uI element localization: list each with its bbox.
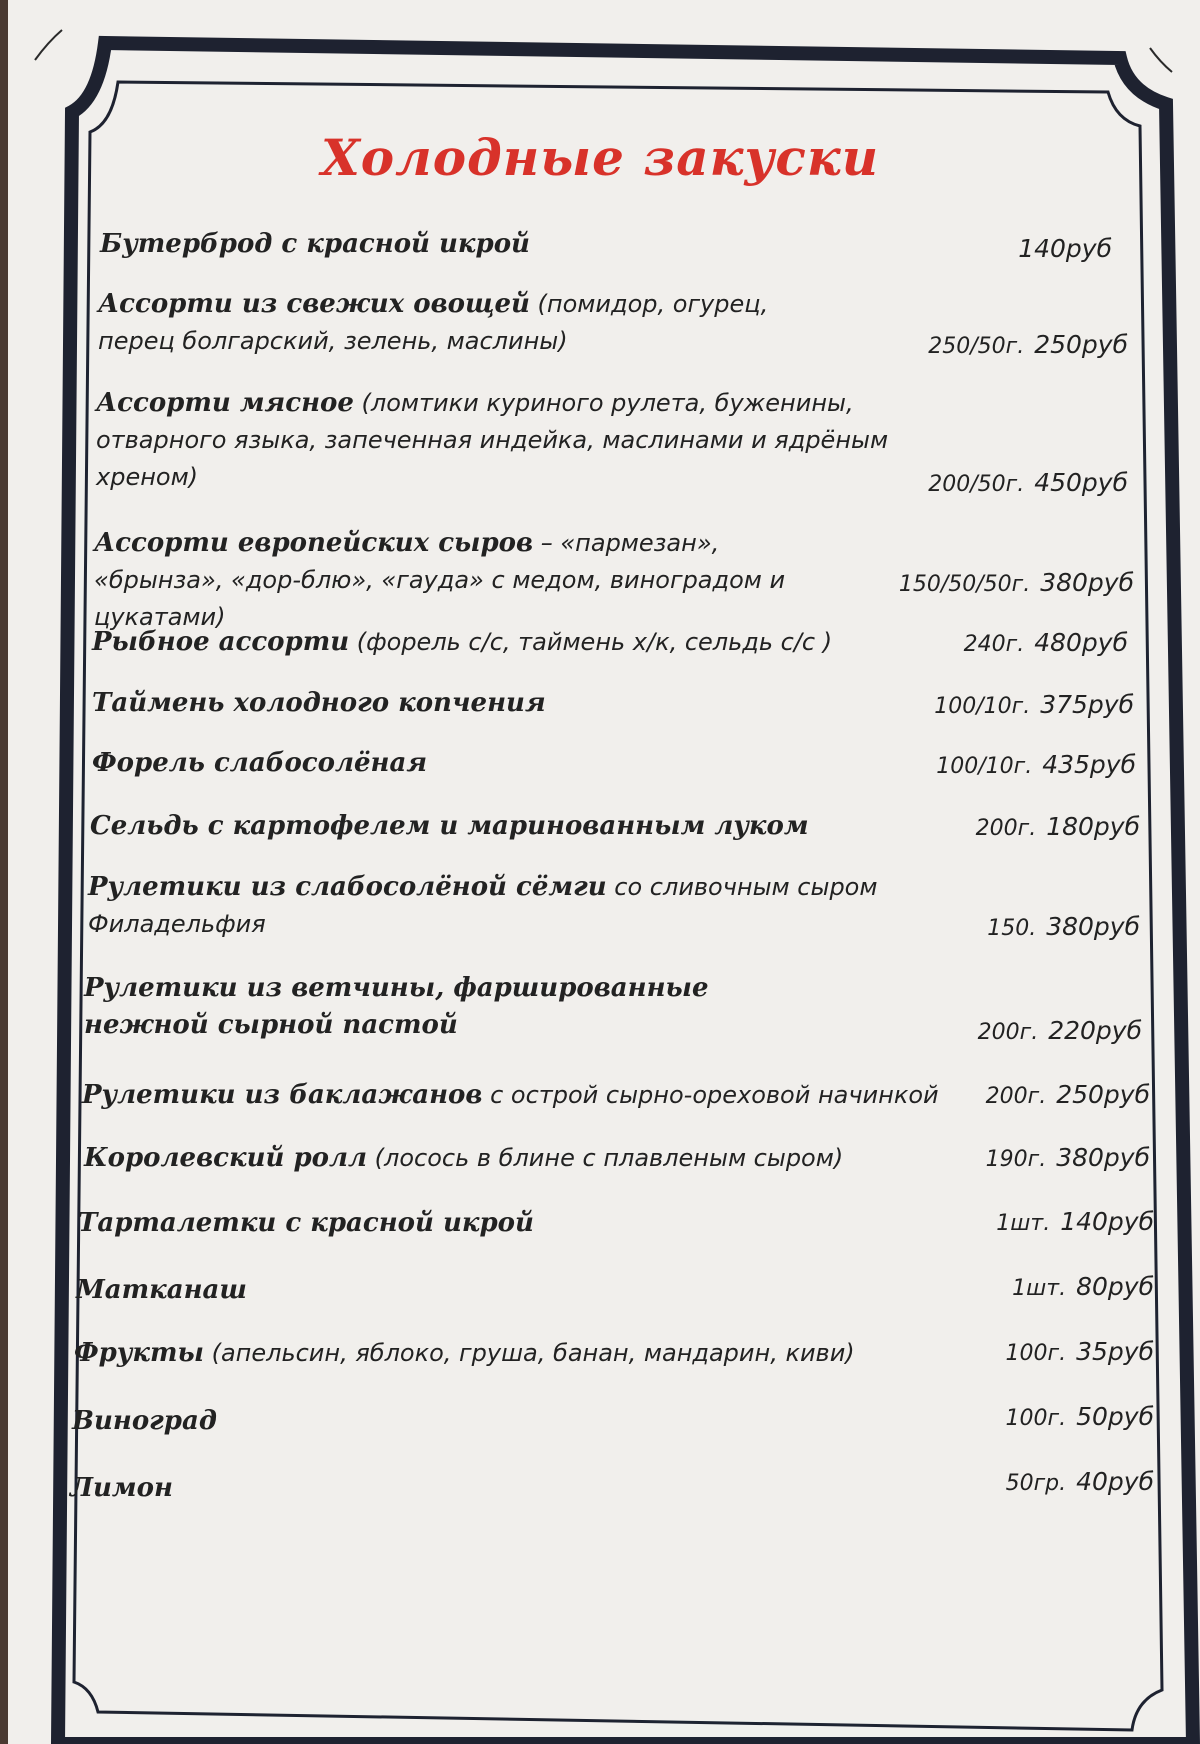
menu-item: Рулетики из ветчины, фаршированные нежной сырной пастой [84, 973, 709, 1040]
menu-item: Виноград [72, 1406, 217, 1436]
menu-item-price: 190г. 380руб [985, 1143, 1150, 1172]
menu-item: Матканаш [76, 1275, 247, 1305]
menu-item: Тарталетки с красной икрой [78, 1208, 534, 1238]
menu-item: Таймень холодного копчения [92, 688, 546, 718]
menu-item: Рулетики из слабосолёной сёмги со сливочным сыром Филадельфия [88, 872, 878, 938]
menu-item-price: 200г. 180руб [975, 812, 1140, 841]
menu-item: Ассорти из свежих овощей (помидор, огурец, перец болгарский, зелень, маслины) [98, 289, 769, 355]
menu-item-price: 250/50г. 250руб [928, 330, 1128, 359]
menu-item-price: 150. 380руб [987, 912, 1140, 941]
menu-item-price: 100г. 50руб [1005, 1402, 1154, 1431]
menu-item-price: 100/10г. 435руб [936, 750, 1136, 779]
menu-item-price: 200/50г. 450руб [928, 468, 1128, 497]
menu-item-price: 100/10г. 375руб [934, 690, 1134, 719]
menu-item-price: 1шт. 140руб [996, 1207, 1154, 1236]
menu-item-price: 240г. 480руб [963, 628, 1128, 657]
menu-item: Фрукты (апельсин, яблоко, груша, банан, мандарин, киви) [74, 1338, 855, 1368]
menu-item-price: 150/50/50г. 380руб [898, 568, 1134, 597]
menu-item: Рулетики из баклажанов с острой сырно-ореховой начинкой [82, 1080, 939, 1110]
menu-item-price: 1шт. 80руб [1012, 1272, 1154, 1301]
menu-item: Королевский ролл (лосось в блине с плавленым сыром) [84, 1143, 844, 1173]
menu-item: Рыбное ассорти (форель с/с, таймень х/к, сельдь с/с ) [92, 627, 833, 657]
menu-item: Ассорти мясное (ломтики куриного рулета, буженины, отварного языка, запеченная индейка, маслинами и ядрёным хреном) [96, 388, 889, 491]
menu-item-price: 50гр. 40руб [1005, 1467, 1154, 1496]
menu-item: Сельдь с картофелем и маринованным луком [90, 811, 809, 841]
menu-item: Лимон [70, 1473, 173, 1503]
menu-title: Холодные закуски [320, 128, 880, 187]
menu-item-price: 140руб [1018, 234, 1112, 263]
menu-item: Бутерброд с красной икрой [100, 229, 530, 259]
menu-item: Ассорти европейских сыров – «пармезан», «брынза», «дор-блю», «гауда» с медом, виноградом и цукатами) [94, 528, 786, 631]
menu-item-price: 200г. 220руб [977, 1016, 1142, 1045]
menu-item-price: 200г. 250руб [985, 1080, 1150, 1109]
menu-item: Форель слабосолёная [92, 748, 428, 778]
menu-item-price: 100г. 35руб [1005, 1337, 1154, 1366]
